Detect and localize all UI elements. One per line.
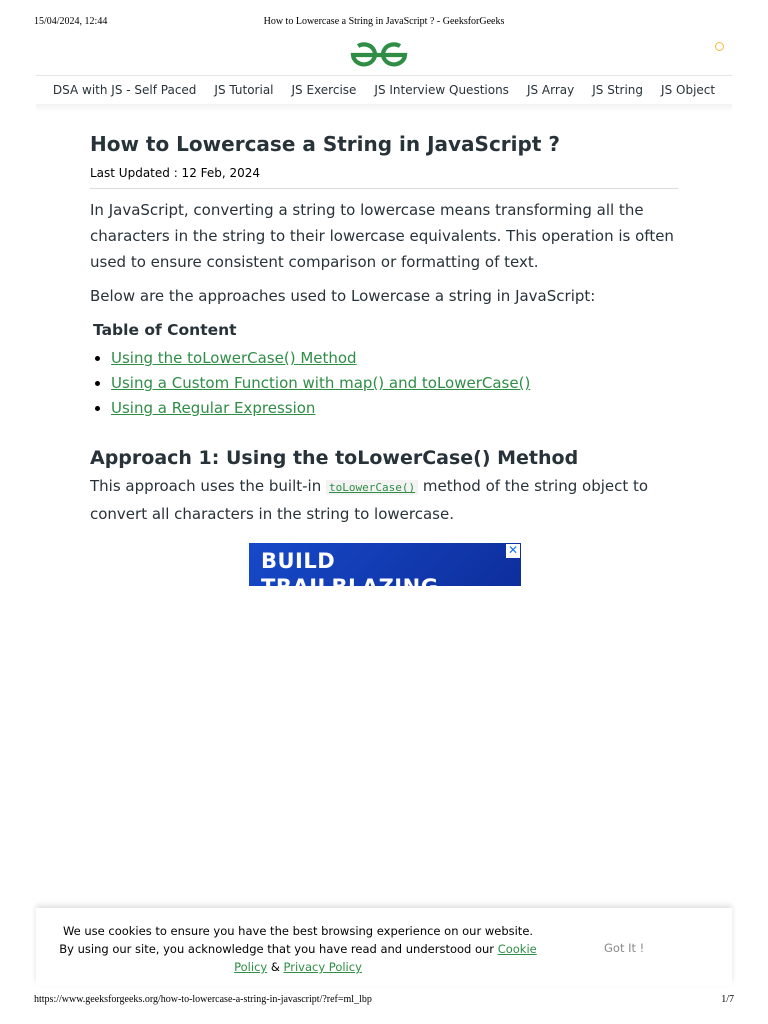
cookie-text: We use cookies to ensure you have the best browsing experience on our website. By using our site, you acknowledge that you have read and understood our [59, 924, 534, 956]
nav-item-js-exercise[interactable]: JS Exercise [291, 83, 357, 97]
gfg-logo-icon[interactable] [349, 40, 409, 70]
title-divider [90, 188, 678, 189]
approach1-paragraph [90, 473, 680, 527]
tolowercase-code-link[interactable]: toLowerCase() [326, 480, 418, 495]
topic-nav [36, 80, 732, 102]
approaches-intro: Below are the approaches used to Lowercase a string in JavaScript: [90, 287, 596, 305]
cookie-message [58, 922, 538, 976]
cookie-banner [36, 908, 732, 986]
print-page-number: 1/7 [721, 994, 734, 1005]
approach1-text-post: method of the string object to convert all characters in the string to lowercase. [90, 477, 649, 523]
theme-toggle-icon[interactable] [715, 42, 724, 51]
nav-item-js-interview[interactable]: JS Interview Questions [374, 83, 509, 97]
privacy-policy-link[interactable]: Privacy Policy [283, 960, 362, 974]
nav-item-js-string[interactable]: JS String [592, 83, 644, 97]
ad-headline-2: TRAILBLAZING [261, 575, 439, 599]
print-datetime: 15/04/2024, 12:44 [34, 16, 108, 27]
toc-item [111, 396, 680, 421]
nav-item-js-array[interactable]: JS Array [526, 83, 575, 97]
got-it-button[interactable]: Got It ! [604, 941, 645, 955]
cookie-policy-link[interactable]: Cookie Policy [234, 942, 537, 974]
ad-headline: BUILD [261, 549, 336, 573]
nav-item-js-tutorial[interactable]: JS Tutorial [214, 83, 274, 97]
print-url: https://www.geeksforgeeks.org/how-to-lowercase-a-string-in-javascript/?ref=ml_lbp [34, 994, 372, 1005]
toc-item [111, 346, 680, 371]
article-title: How to Lowercase a String in JavaScript ? [90, 132, 560, 156]
intro-paragraph: In JavaScript, converting a string to lowercase means transforming all the characters in the string to their lowercase equivalents. This operation is often used to ensure consistent comparison or formatting of text. [90, 201, 674, 271]
toc-link-custom-function[interactable]: Using a Custom Function with map() and toLowerCase() [111, 374, 531, 392]
nav-shadow [36, 104, 732, 112]
last-updated: Last Updated : 12 Feb, 2024 [90, 166, 261, 180]
nav-item-js-object[interactable]: JS Object [661, 83, 716, 97]
article [90, 128, 680, 527]
print-title: How to Lowercase a String in JavaScript ? - GeeksforGeeks [263, 16, 505, 27]
advertisement-banner[interactable] [249, 543, 521, 599]
nav-item-dsa-js[interactable]: DSA with JS - Self Paced [52, 83, 197, 97]
ad-close-icon[interactable]: ✕ [507, 543, 519, 557]
toc-list [90, 346, 680, 421]
cookie-amp: & [267, 960, 284, 974]
toc-link-tolowercase[interactable]: Using the toLowerCase() Method [111, 349, 357, 367]
toc-title: Table of Content [93, 321, 237, 339]
header-divider [36, 75, 732, 76]
toc-link-regex[interactable]: Using a Regular Expression [111, 399, 316, 417]
approach1-text-pre: This approach uses the built-in [90, 477, 322, 495]
toc-item [111, 371, 680, 396]
print-header [0, 14, 768, 30]
approach1-heading: Approach 1: Using the toLowerCase() Method [90, 447, 579, 469]
